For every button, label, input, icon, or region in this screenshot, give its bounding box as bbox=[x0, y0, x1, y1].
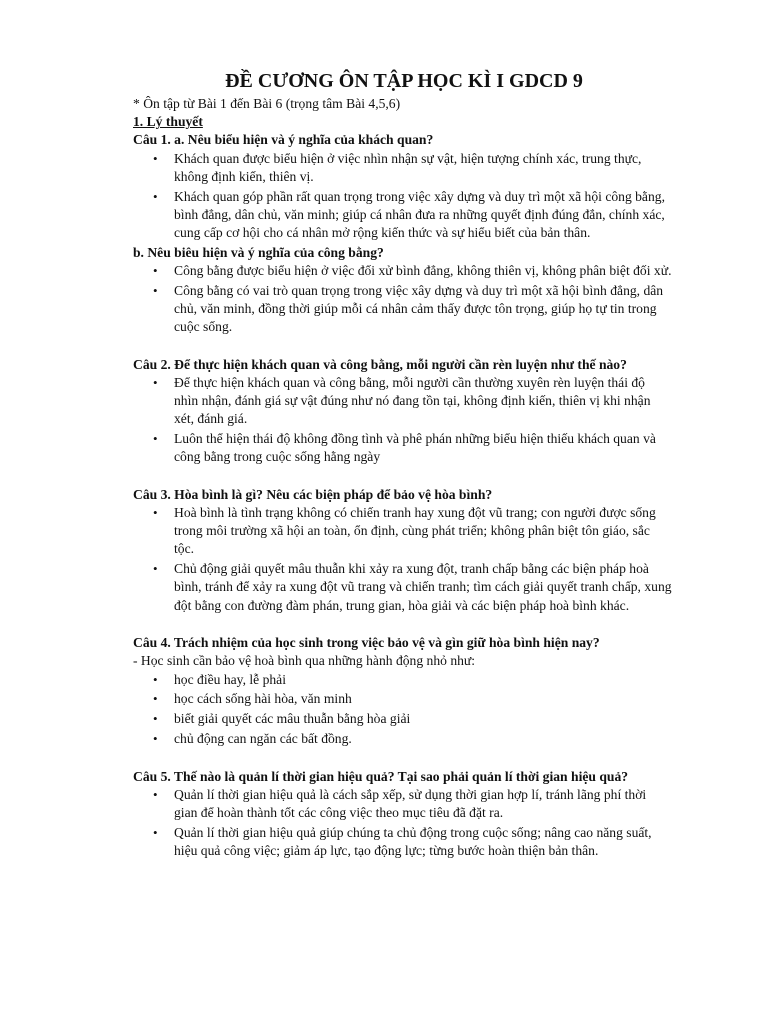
question-2-list bbox=[133, 374, 672, 467]
list-item: • Hoà bình là tình trạng không có chiến tranh hay xung đột vũ trang; con người được sống trong môi trường xã hội an toàn, ổn định, cùng phát triển; không phân biệt tôn giáo, sắc tộc. bbox=[133, 504, 672, 559]
question-1a-list bbox=[133, 150, 672, 243]
list-item: • chủ động can ngăn các bất đồng. bbox=[133, 730, 672, 748]
list-item: • học điều hay, lễ phải bbox=[133, 671, 672, 689]
question-4-heading: Câu 4. Trách nhiệm của học sinh trong việc bảo vệ và gìn giữ hòa bình hiện nay? bbox=[133, 635, 600, 651]
list-item: • biết giải quyết các mâu thuẫn bằng hòa giải bbox=[133, 710, 672, 728]
list-item: • Công bằng được biểu hiện ở việc đối xử bình đẳng, không thiên vị, không phân biệt đối xử. bbox=[133, 262, 672, 280]
section-heading: 1. Lý thuyết bbox=[133, 114, 203, 130]
question-5-heading: Câu 5. Thế nào là quản lí thời gian hiệu quả? Tại sao phải quản lí thời gian hiệu quả? bbox=[133, 768, 629, 784]
list-item: • Quản lí thời gian hiệu quả giúp chúng ta chủ động trong cuộc sống; nâng cao năng suất, hiệu quả công việc; giảm áp lực, tạo động lực; từng bước hoàn thiện bản thân. bbox=[133, 824, 672, 860]
list-item: • Luôn thể hiện thái độ không đồng tình và phê phán những biểu hiện thiếu khách quan và công bằng trong cuộc sống hằng ngày bbox=[133, 430, 672, 466]
document-body bbox=[133, 95, 672, 862]
question-1b-list bbox=[133, 262, 672, 336]
list-item: • Khách quan được biểu hiện ở việc nhìn nhận sự vật, hiện tượng chính xác, trung thực, không định kiến, thiên vị. bbox=[133, 150, 672, 186]
question-1a-heading: Câu 1. a. Nêu biểu hiện và ý nghĩa của khách quan? bbox=[133, 132, 434, 148]
question-5-list bbox=[133, 786, 672, 860]
scope-note: * Ôn tập từ Bài 1 đến Bài 6 (trọng tâm Bài 4,5,6) bbox=[133, 96, 401, 111]
list-item: • học cách sống hài hòa, văn minh bbox=[133, 690, 672, 708]
question-3-list bbox=[133, 504, 672, 615]
question-3-heading: Câu 3. Hòa bình là gì? Nêu các biện pháp để bảo vệ hòa bình? bbox=[133, 486, 493, 502]
list-item: • Công bằng có vai trò quan trọng trong việc xây dựng và duy trì một xã hội bình đẳng, dân chủ, văn minh, đồng thời giúp mỗi cá nhân cảm thấy được tôn trọng, giúp họ tự tin trong cuộc sống. bbox=[133, 282, 672, 337]
question-4-list bbox=[133, 671, 672, 748]
question-2-heading: Câu 2. Để thực hiện khách quan và công bằng, mỗi người cần rèn luyện như thế nào? bbox=[133, 356, 627, 372]
question-1b-heading: b. Nêu biêu hiện và ý nghĩa của công bằng? bbox=[133, 244, 384, 260]
list-item: • Để thực hiện khách quan và công bằng, mỗi người cần thường xuyên rèn luyện thái độ nhìn nhận, đánh giá sự vật đúng như nó đang tồn tại, không định kiến, thiên vị khi nhận xét, đánh giá. bbox=[133, 374, 672, 429]
question-4-intro: - Học sinh cần bảo vệ hoà bình qua những hành động nhỏ như: bbox=[133, 653, 476, 669]
list-item: • Quản lí thời gian hiệu quả là cách sắp xếp, sử dụng thời gian hợp lí, tránh lãng phí thời gian để hoàn thành tốt các công việc theo mục tiêu đã đặt ra. bbox=[133, 786, 672, 822]
list-item: • Chủ động giải quyết mâu thuẫn khi xảy ra xung đột, tranh chấp bằng các biện pháp hoà bình, tránh để xảy ra xung đột vũ trang và chiến tranh; tìm cách giải quyết tranh chấp, xung đột bằng con đường đàm phán, trung gian, hòa giải và các biện pháp hoà bình khác. bbox=[133, 560, 672, 615]
document-title: ĐỀ CƯƠNG ÔN TẬP HỌC KÌ I GDCD 9 bbox=[225, 70, 583, 92]
list-item: • Khách quan góp phần rất quan trọng trong việc xây dựng và duy trì một xã hội công bằng, bình đẳng, dân chủ, văn minh; giúp cá nhân đưa ra những quyết định đúng đắn, chính xác, cung cấp cơ hội cho cá nhân mở rộng kiến thức và sự hiểu biết của bản thân. bbox=[133, 188, 672, 243]
